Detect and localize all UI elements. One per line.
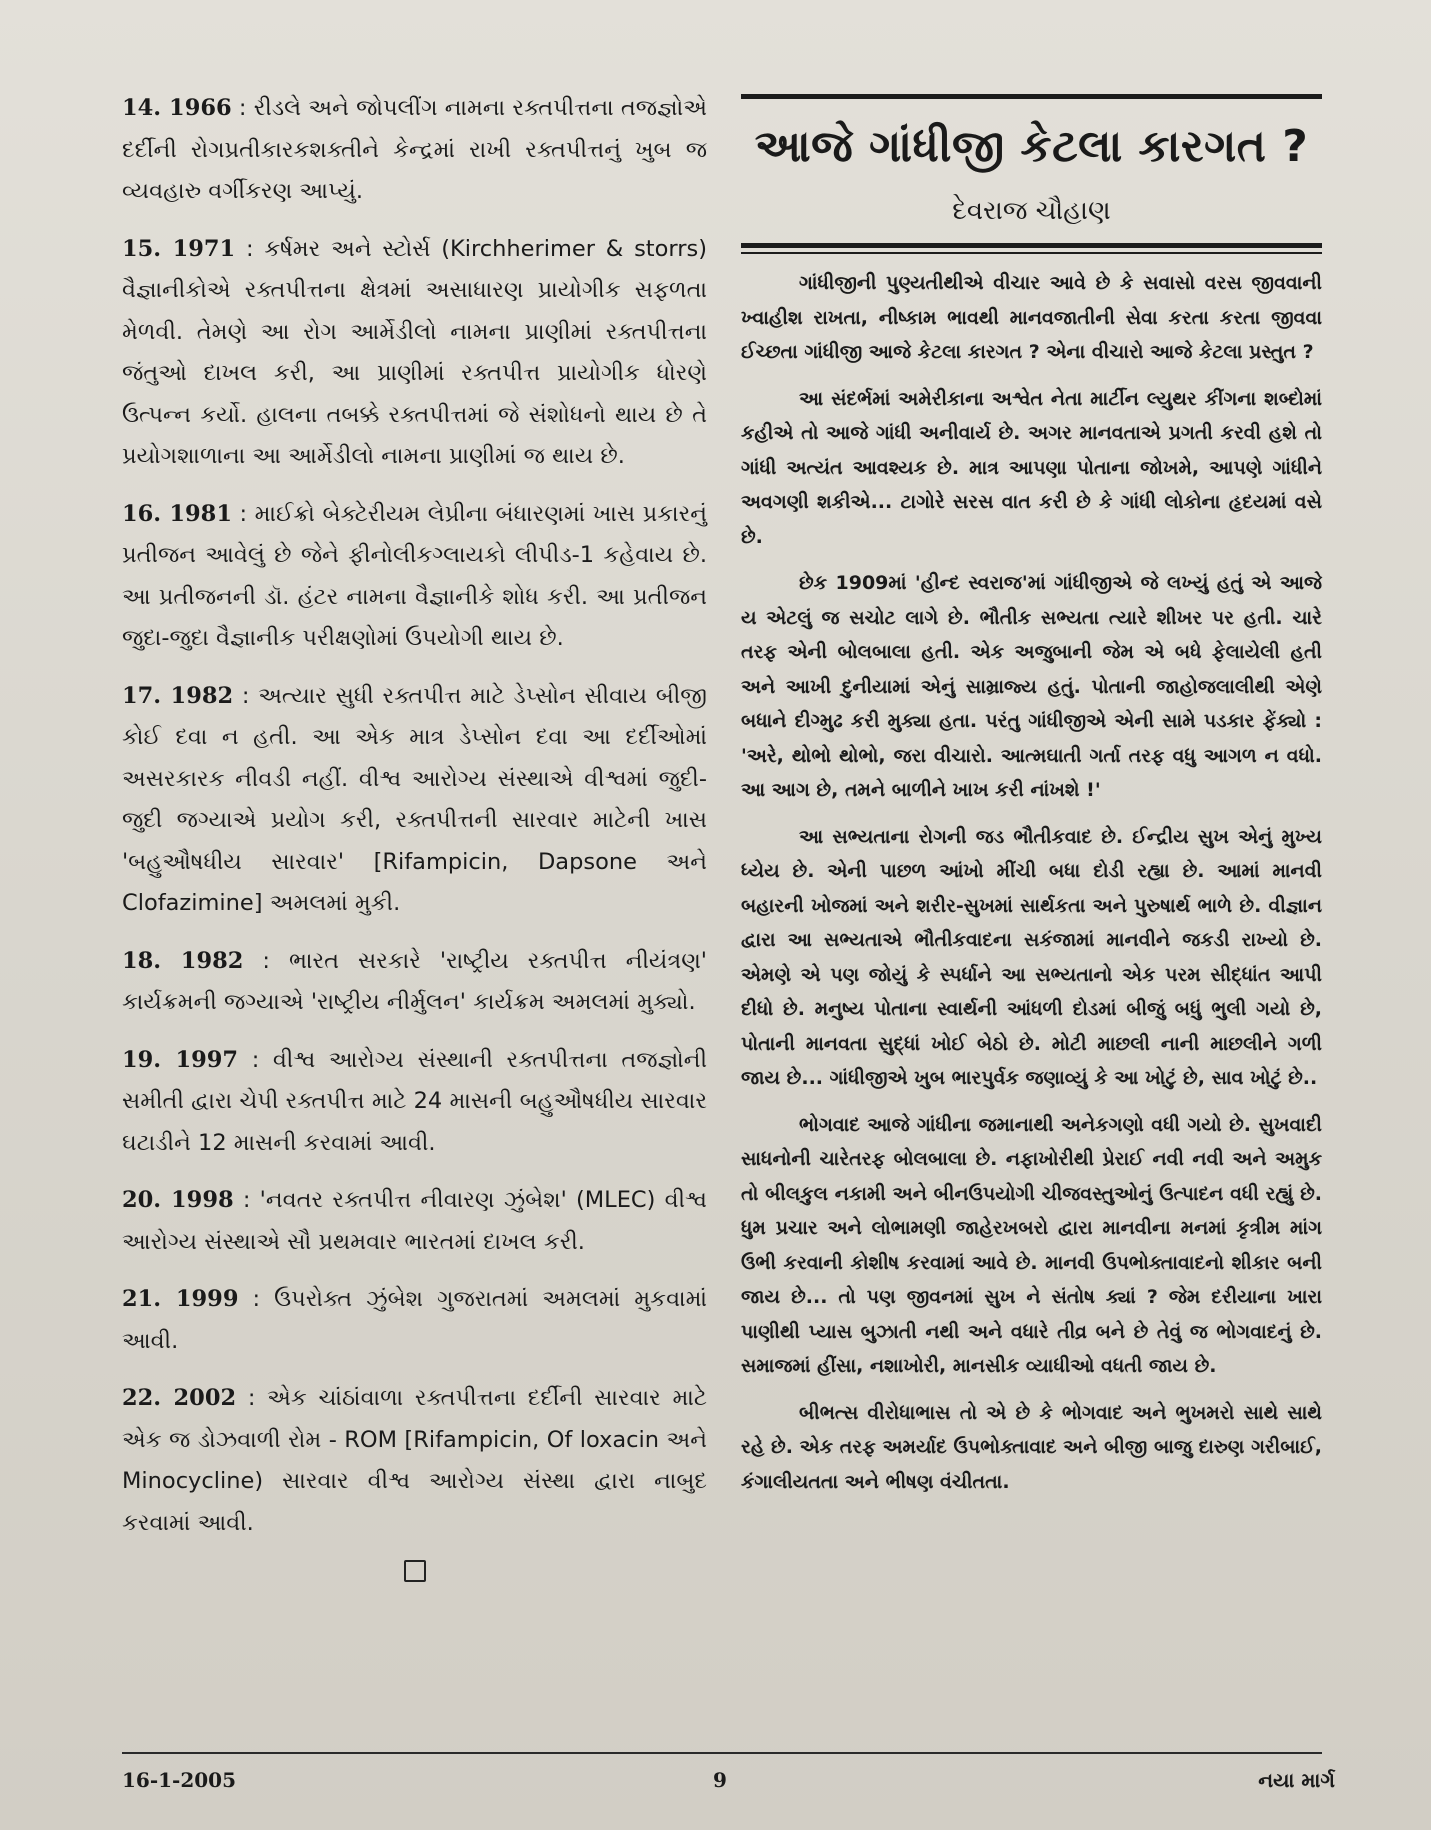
page-number: 9 bbox=[713, 1768, 727, 1792]
timeline-entry bbox=[122, 941, 707, 1024]
headline-bottom-rule bbox=[741, 243, 1322, 248]
entry-year: 22. 2002 bbox=[122, 1385, 237, 1411]
entry-year: 19. 1997 bbox=[122, 1046, 239, 1073]
headline-bottom-thin-rule bbox=[741, 252, 1322, 254]
entry-year: 16. 1981 bbox=[122, 500, 232, 527]
entry-text: : માઈક્રો બેક્ટેરીયમ લેપ્રીના બંધારણમાં ખાસ પ્રકારનું પ્રતીજન આવેલું છે જેને ફીનોલીકગ્લાયકો લીપીડ-1 કહેવાય છે. આ પ્રતીજનની ડૉ. હંટર નામના વૈજ્ઞાનીકે શોધ કરી. આ પ્રતીજન જુદા-જુદા વૈજ્ઞાનીક પરીક્ષણોમાં ઉપયોગી થાય છે. bbox=[122, 500, 707, 651]
timeline-entry bbox=[122, 676, 707, 925]
entry-text: : અત્યાર સુધી રક્તપીત્ત માટે ડેપ્સોન સીવાય બીજી કોઈ દવા ન હતી. આ એક માત્ર ડેપ્સોન દવા આ દર્દીઓમાં અસરકારક નીવડી નહીં. વીશ્વ આરોગ્ય સંસ્થાએ વીશ્વમાં જુદી-જુદી જગ્યાએ પ્રયોગ કરી, રક્તપીત્તની સારવાર માટેની ખાસ 'બહુઔષધીય સારવાર' [Rifampicin, Dapsone અને Clofazimine] અમલમાં મુકી. bbox=[122, 682, 707, 916]
article-paragraph: ભોગવાદ આજે ગાંધીના જમાનાથી અનેકગણો વધી ગયો છે. સુખવાદી સાધનોની ચારેતરફ બોલબાલા છે. નફાખોરીથી પ્રેરાઈ નવી નવી અને અમુક તો બીલકુલ નકામી અને બીનઉપયોગી ચીજવસ્તુઓનું ઉત્પાદન વધી રહ્યું છે. ધુમ પ્રચાર અને લોભામણી જાહેરખબરો દ્વારા માનવીના મનમાં કૃત્રીમ માંગ ઉભી કરવાની કોશીષ કરવામાં આવે છે. માનવી ઉપભોક્તાવાદનો શીકાર બની જાય છે... તો પણ જીવનમાં સુખ ને સંતોષ ક્યાં ? જેમ દરીયાના ખારા પાણીથી પ્યાસ બુઝાતી નથી અને વધારે તીવ્ર બને છે તેવું જ ભોગવાદનું છે. સમાજમાં હીંસા, નશાખોરી, માનસીક વ્યાધીઓ વધતી જાય છે. bbox=[741, 1113, 1322, 1377]
entry-year: 21. 1999 bbox=[122, 1286, 239, 1312]
end-of-article-box-icon bbox=[404, 1560, 426, 1582]
entry-year: 20. 1998 bbox=[122, 1187, 234, 1213]
footer-date: 16-1-2005 bbox=[122, 1768, 237, 1792]
article-paragraph: છેક 1909માં 'હીન્દ સ્વરાજ'માં ગાંધીજીએ જે લખ્યું હતું એ આજે ય એટલું જ સચોટ લાગે છે. ભૌતીક સભ્યતા ત્યારે શીખર પર હતી. ચારે તરફ એની બોલબાલા હતી. એક અજુબાની જેમ એ બધે ફેલાયેલી હતી અને આખી દુનીયામાં એનું સામ્રાજ્ય હતું. પોતાની જાહોજલાલીથી એણે બધાને દીગ્મુઢ કરી મુક્યા હતા. પરંતુ ગાંધીજીએ એની સામે પડકાર ફેંક્યો : 'અરે, થોભો થોભો, જરા વીચારો. આત્મઘાતી ગર્તા તરફ વધુ આગળ ન વધો. આ આગ છે, તમને બાળીને ખાખ કરી નાંખશે !' bbox=[741, 572, 1322, 801]
entry-year: 15. 1971 bbox=[122, 235, 236, 262]
entry-year: 17. 1982 bbox=[122, 682, 234, 709]
article-paragraph: બીભત્સ વીરોધાભાસ તો એ છે કે ભોગવાદ અને ભુખમરો સાથે સાથે રહે છે. એક તરફ અમર્યાદ ઉપભોક્તાવાદ અને બીજી બાજુ દારુણ ગરીબાઈ, કંગાલીયતતા અને ભીષણ વંચીતતા. bbox=[741, 1401, 1322, 1493]
article-headline: આજે ગાંધીજી કેટલા કારગત ? bbox=[754, 121, 1309, 172]
article-column bbox=[741, 94, 1322, 1499]
entry-year: 18. 1982 bbox=[122, 947, 244, 974]
magazine-name: નયા માર્ગ bbox=[1258, 1768, 1335, 1792]
entry-text: : ભારત સરકારે 'રાષ્ટ્રીય રક્તપીત્ત નીયંત્રણ' કાર્યક્રમની જગ્યાએ 'રાષ્ટ્રીય નીર્મુલન' કાર્યક્રમ અમલમાં મુક્યો. bbox=[122, 947, 707, 1015]
article-paragraph: આ સભ્યતાના રોગની જડ ભૌતીકવાદ છે. ઈન્દ્રીય સુખ એનું મુખ્ય ધ્યેય છે. એની પાછળ આંખો મીંચી બધા દોડી રહ્યા છે. આમાં માનવી બહારની ખોજમાં અને શરીર-સુખમાં સાર્થકતા અને પુરુષાર્થ ભાળે છે. વીજ્ઞાન દ્વારા આ સભ્યતાએ ભૌતીકવાદના સકંજામાં માનવીને જકડી રાખ્યો છે. એમણે એ પણ જોયું કે સ્પર્ધાને આ સભ્યતાનો એક પરમ સીદ્ધાંત આપી દીધો છે. મનુષ્ય પોતાના સ્વાર્થની આંધળી દોડમાં બીજું બધું ભુલી ગયો છે, પોતાની માનવતા સુદ્ધાં ખોઈ બેઠો છે. મોટી માછલી નાની માછલીને ગળી જાય છે... ગાંધીજીએ ખુબ ભારપુર્વક જણાવ્યું કે આ ખોટું છે, સાવ ખોટું છે.. bbox=[741, 825, 1322, 1089]
timeline-entry bbox=[122, 1180, 707, 1263]
footer-rule bbox=[122, 1752, 1322, 1754]
entry-text: : એક ચાંઠાંવાળા રક્તપીત્તના દર્દીની સારવાર માટે એક જ ડોઝવાળી રોમ - ROM [Rifampicin, Of loxacin અને Minocycline) સારવાર વીશ્વ આરોગ્ય સંસ્થા દ્વારા નાબુદ કરવામાં આવી. bbox=[122, 1385, 707, 1536]
article-paragraph: ગાંધીજીની પુણ્યતીથીએ વીચાર આવે છે કે સવાસો વરસ જીવવાની ખ્વાહીશ રાખતા, નીષ્કામ ભાવથી માનવજાતીની સેવા કરતા કરતા જીવવા ઈચ્છતા ગાંધીજી આજે કેટલા કારગત ? એના વીચારો આજે કેટલા પ્રસ્તુત ? bbox=[741, 272, 1322, 363]
entry-year: 14. 1966 bbox=[122, 95, 232, 121]
headline-top-rule bbox=[741, 94, 1322, 99]
entry-text: : વીશ્વ આરોગ્ય સંસ્થાની રક્તપીત્તના તજજ્ઞોની સમીતી દ્વારા ચેપી રક્તપીત્ત માટે 24 માસની બહુઔષધીય સારવાર ઘટાડીને 12 માસની કરવામાં આવી. bbox=[122, 1046, 708, 1156]
article-paragraph: આ સંદર્ભમાં અમેરીકાના અશ્વેત નેતા માર્ટીન લ્યુથર કીંગના શબ્દોમાં કહીએ તો આજે ગાંધી અનીવાર્ય છે. અગર માનવતાએ પ્રગતી કરવી હશે તો ગાંધી અત્યંત આવશ્યક છે. માત્ર આપણા પોતાના જોખમે, આપણે ગાંધીને અવગણી શકીએ... ટાગોરે સરસ વાત કરી છે કે ગાંધી લોકોના હૃદયમાં વસે છે. bbox=[741, 387, 1322, 548]
entry-text: : 'નવતર રક્તપીત્ત નીવારણ ઝુંબેશ' (MLEC) વીશ્વ આરોગ્ય સંસ્થાએ સૌ પ્રથમવાર ભારતમાં દાખલ કરી. bbox=[122, 1187, 707, 1255]
timeline-entry bbox=[122, 494, 707, 660]
timeline-entry bbox=[122, 88, 707, 213]
entry-text: : કર્ષમર અને સ્ટોર્સ (Kirchherimer & storrs) વૈજ્ઞાનીકોએ રક્તપીત્તના ક્ષેત્રમાં અસાધારણ પ્રાયોગીક સફળતા મેળવી. તેમણે આ રોગ આર્મેડીલો નામના પ્રાણીમાં રક્તપીત્તના જંતુઓ દાખલ કરી, આ પ્રાણીમાં રક્તપીત્ત પ્રાયોગીક ધોરણે ઉત્પન્ન કર્યો. હાલના તબક્કે રક્તપીત્તમાં જે સંશોધનો થાય છે તે પ્રયોગશાળાના આ આર્મેડીલો નામના પ્રાણીમાં જ થાય છે. bbox=[122, 235, 707, 469]
timeline-entry bbox=[122, 1279, 707, 1362]
entry-text: : ઉપરોક્ત ઝુંબેશ ગુજરાતમાં અમલમાં મુકવામાં આવી. bbox=[122, 1286, 707, 1354]
timeline-entry bbox=[122, 229, 707, 478]
timeline-entry bbox=[122, 1378, 707, 1544]
article-byline: દેવરાજ ચૌહાણ bbox=[952, 196, 1111, 226]
timeline-entry bbox=[122, 1040, 707, 1165]
entry-text: : રીડલે અને જોપલીંગ નામના રક્તપીત્તના તજજ્ઞોએ દર્દીની રોગપ્રતીકારકશક્તીને કેન્દ્રમાં રાખી રક્તપીત્તનું ખુબ જ વ્યવહારુ વર્ગીકરણ આપ્યું. bbox=[122, 95, 707, 204]
timeline-column bbox=[122, 88, 707, 1582]
